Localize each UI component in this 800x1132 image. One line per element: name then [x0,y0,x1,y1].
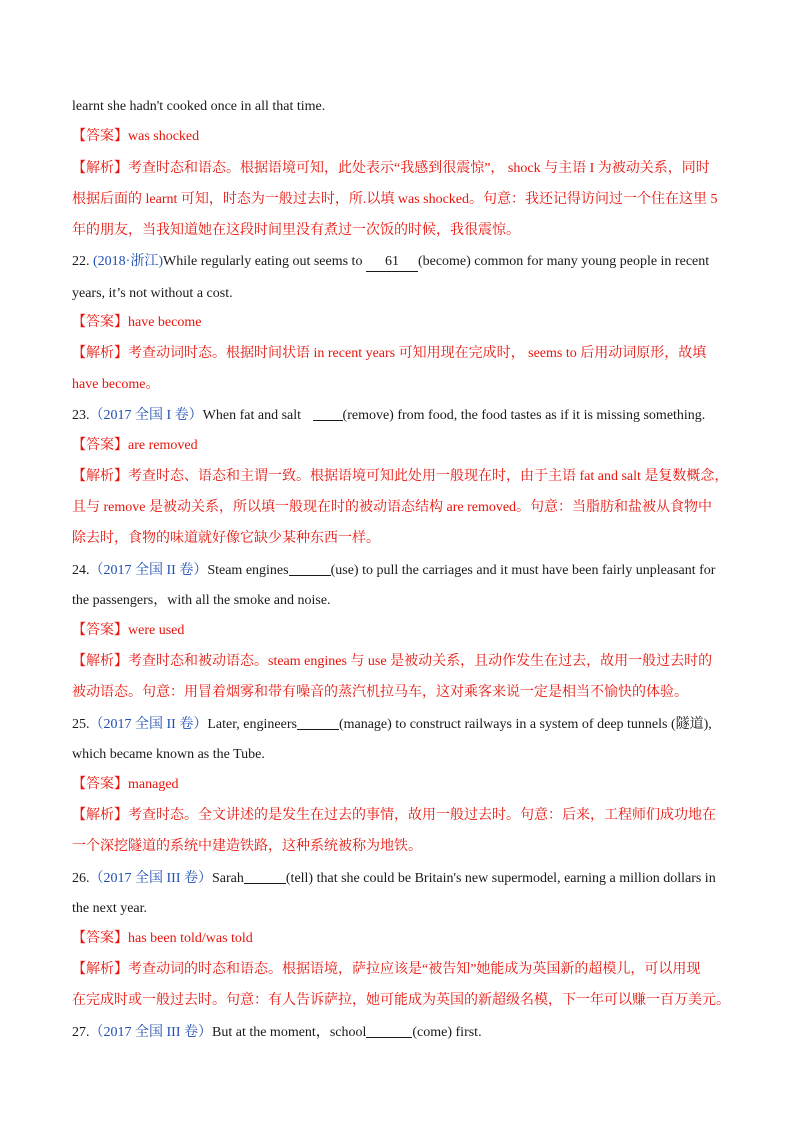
q25-number: 25. [72,717,90,732]
q26-answer-value: has been told/was told [128,931,253,946]
q25-stem-before: Later, engineers [207,717,297,732]
question-23 [72,406,705,425]
question-22 [72,253,709,272]
q22-stem-line-2: years, it’s not without a cost. [72,286,233,301]
q27-blank[interactable] [366,1023,412,1038]
q25-answer [72,776,179,794]
q26-stem-before: Sarah [212,871,244,886]
q24-stem-before: Steam engines [207,563,289,578]
q27-stem-before: But at the moment，school [212,1025,367,1040]
q22-answer [72,314,201,332]
q26-analysis-line-2: 在完成时或一般过去时。句意：有人告诉萨拉，她可能成为英国的新超级名模，下一年可以赚一百万美元。 [72,993,730,1008]
answer-label: 【答案】 [72,623,128,638]
q24-stem-line-2: the passengers，with all the smoke and noise. [72,593,331,608]
q23-number: 23. [72,408,90,423]
q25-stem-line-2: which became known as the Tube. [72,747,265,762]
answer-label: 【答案】 [72,315,128,330]
q23-answer-value: are removed [128,438,198,453]
q21-analysis-line-2: 根据后面的 learnt 可知，时态为一般过去时，所.以填 was shocked。句意：我还记得访问过一个住在这里 5 [72,192,718,207]
q22-analysis [72,345,706,363]
q26-number: 26. [72,871,90,886]
analysis-label: 【解析】 [72,654,128,669]
q24-answer-value: were used [128,623,185,638]
q23-analysis-line-2: 且与 remove 是被动关系，所以填一般现在时的被动语态结构 are removed。句意：当脂肪和盐被从食物中 [72,500,713,515]
q26-stem-after: (tell) that she could be Britain's new supermodel, earning a million dollars in [285,871,716,886]
q25-analysis-line-2: 一个深挖隧道的系统中建造铁路，这种系统被称为地铁。 [72,839,422,854]
q27-source: （2017 全国 III 卷） [89,1025,212,1040]
q23-analysis-line-1: 考查时态、语态和主谓一致。根据语境可知此处用一般现在时，由于主语 fat and salt 是复数概念， [128,469,729,484]
q25-blank[interactable] [297,715,339,730]
question-25 [72,715,712,734]
q25-analysis-line-1: 考查时态。全文讲述的是发生在过去的事情，故用一般过去时。句意：后来，工程师们成功地在 [128,808,716,823]
q27-stem-after: (come) first. [412,1025,482,1040]
q21-analysis [72,160,710,178]
q26-answer [72,930,253,948]
answer-label: 【答案】 [72,931,128,946]
q22-source: (2018·浙江) [93,254,163,269]
analysis-label: 【解析】 [72,346,128,361]
intro-text: learnt she hadn't cooked once in all that time. [72,99,326,114]
q24-source: （2017 全国 II 卷） [89,563,208,578]
q26-blank[interactable] [244,869,286,884]
q24-analysis-line-2: 被动语态。句意：用冒着烟雾和带有噪音的蒸汽机拉马车，这对乘客来说一定是相当不愉快的体验。 [72,685,688,700]
analysis-label: 【解析】 [72,808,128,823]
q21-answer-value: was shocked [128,129,200,144]
answer-label: 【答案】 [72,438,128,453]
q21-answer [72,128,199,146]
q23-source: （2017 全国 I 卷） [89,408,203,423]
q23-analysis-line-3: 除去时，食物的味道就好像它缺少某种东西一样。 [72,531,380,546]
q22-analysis-line-2: have become。 [72,377,160,392]
q22-blank[interactable]: 61 [366,253,418,272]
q27-number: 27. [72,1025,90,1040]
q23-analysis [72,468,728,486]
q25-answer-value: managed [128,777,179,792]
q21-analysis-line-1: 考查时态和语态。根据语境可知，此处表示“我感到很震惊”， shock 与主语 I 为被动关系，同时 [128,161,710,176]
q21-analysis-line-3: 年的朋友，当我知道她在这段时间里没有煮过一次饭的时候，我很震惊。 [72,223,520,238]
q24-stem-after: (use) to pull the carriages and it must have been fairly unpleasant for [330,563,716,578]
answer-label: 【答案】 [72,129,128,144]
q22-analysis-line-1: 考查动词时态。根据时间状语 in recent years 可知用现在完成时， seems to 后用动词原形，故填 [128,346,707,361]
q24-answer [72,622,184,640]
q24-analysis [72,653,712,671]
q25-stem-after: (manage) to construct railways in a system of deep tunnels (隧道), [338,717,712,732]
q22-answer-value: have become [128,315,202,330]
q24-analysis-line-1: 考查时态和被动语态。steam engines 与 use 是被动关系，且动作发生在过去，故用一般过去时的 [128,654,713,669]
q26-source: （2017 全国 III 卷） [89,871,212,886]
q22-number: 22. [72,254,90,269]
q22-stem-before: While regularly eating out seems to [163,254,366,269]
q23-answer [72,437,198,455]
q26-stem-line-2: the next year. [72,901,148,916]
q25-source: （2017 全国 II 卷） [89,717,208,732]
q23-stem-before: When fat and salt [202,408,305,423]
q24-number: 24. [72,563,90,578]
q24-blank[interactable] [289,561,331,576]
answer-label: 【答案】 [72,777,128,792]
analysis-label: 【解析】 [72,962,128,977]
analysis-label: 【解析】 [72,161,128,176]
question-27 [72,1023,482,1042]
question-26 [72,869,716,888]
q23-blank[interactable] [313,406,343,421]
q22-stem-after: (become) common for many young people in recent [417,254,710,269]
q23-stem-after: (remove) from food, the food tastes as if it is missing something. [342,408,706,423]
q26-analysis [72,961,700,979]
q25-analysis [72,807,716,825]
question-24 [72,561,715,580]
q26-analysis-line-1: 考查动词的时态和语态。根据语境，萨拉应该是“被告知”她能成为英国新的超模儿，可以用现 [128,962,701,977]
analysis-label: 【解析】 [72,469,128,484]
